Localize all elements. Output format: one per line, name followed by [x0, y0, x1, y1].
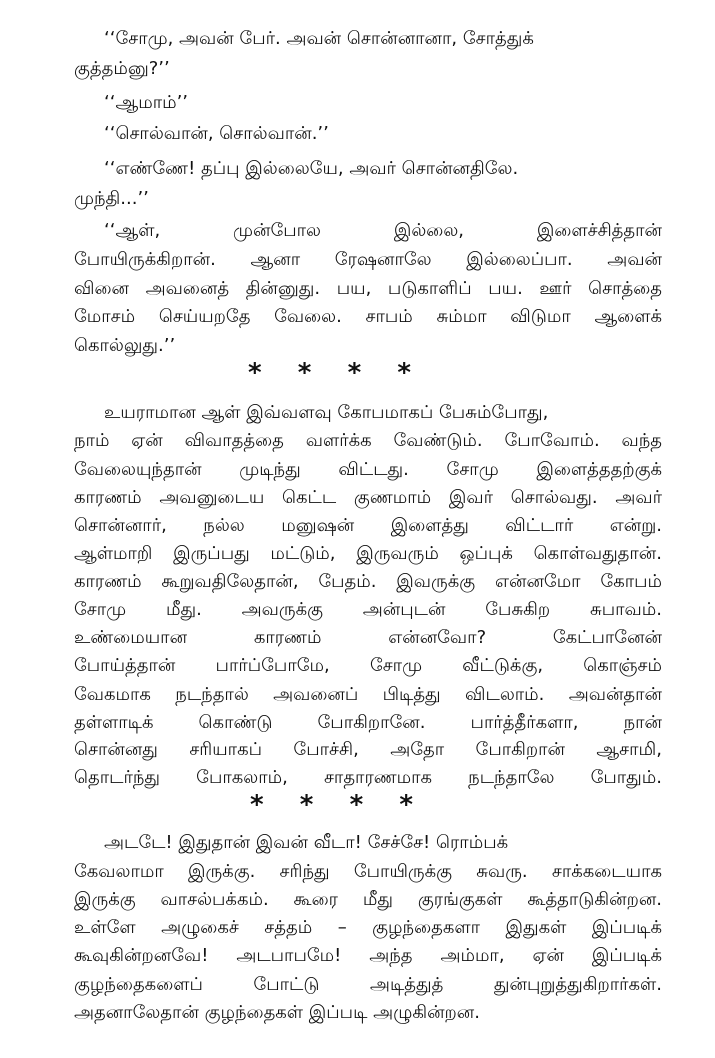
text-line: குத்தம்னு?’’ [74, 58, 170, 79]
text-line: கேவலாமா இருக்கு. சரிந்து போயிருக்கு சுவரு. சாக்கடையாக [74, 861, 662, 882]
text-line: குழந்தைகளைப் போட்டு அடித்துத் துன்புறுத்துகிறார்கள். [74, 974, 662, 995]
text-line: ‘‘சொல்வான், சொல்வான்.’’ [104, 123, 329, 144]
text-line: நாம் ஏன் விவாதத்தை வளர்க்க வேண்டும். போவோம். வந்த [74, 430, 662, 451]
text-line: ‘‘ஆள், முன்போல இல்லை, இளைச்சித்தான் [104, 220, 662, 241]
text-line: தொடர்ந்து போகலாம், சாதாரணமாக நடந்தாலே போதும். [74, 767, 662, 788]
text-line: கூவுகின்றனவே! அடபாபமே! அந்த அம்மா, ஏன் இப்படிக் [74, 945, 662, 966]
text-line: போய்த்தான் பார்ப்போமே, சோமு வீட்டுக்கு, கொஞ்சம் [74, 655, 662, 676]
text-line: சோமு மீது. அவருக்கு அன்புடன் பேசுகிற சுபாவம். [74, 599, 662, 620]
section-separator: * * * * [250, 790, 414, 820]
text-line: அதனாலேதான் குழந்தைகள் இப்படி அழுகின்றன. [74, 1002, 480, 1023]
text-line: ‘‘ஆமாம்’’ [104, 92, 189, 113]
text-line: உயராமான ஆள் இவ்வளவு கோபமாகப் பேசும்போது, [104, 402, 549, 423]
text-line: ‘‘எண்ணே! தப்பு இல்லையே, அவர் சொன்னதிலே. [104, 158, 519, 179]
text-line: உள்ளே அழுகைச் சத்தம் – குழந்தைகளா இதுகள் இப்படிக் [74, 917, 662, 938]
text-line: வேகமாக நடந்தால் அவனைப் பிடித்து விடலாம். அவன்தான் [74, 684, 662, 705]
text-line: சொன்னது சரியாகப் போச்சி, அதோ போகிறான் ஆசாமி, [74, 739, 662, 760]
text-line: இருக்கு வாசல்பக்கம். கூரை மீது குரங்குகள் கூத்தாடுகின்றன. [74, 889, 662, 910]
text-line: உண்மையான காரணம் என்னவோ? கேட்பானேன் [74, 627, 662, 648]
text-line: காரணம் அவனுடைய கெட்ட குணமாம் இவர் சொல்வது. அவர் [74, 487, 662, 508]
text-line: காரணம் கூறுவதிலேதான், பேதம். இவருக்கு என்னமோ கோபம் [74, 571, 662, 592]
text-line: முந்தி...’’ [74, 188, 149, 209]
text-line: ‘‘சோமு, அவன் பேர். அவன் சொன்னானா, சோத்துக் [104, 28, 534, 49]
text-line: தள்ளாடிக் கொண்டு போகிறானே. பார்த்தீர்களா, நான் [74, 712, 662, 733]
text-line: அடடே! இதுதான் இவன் வீடா! சேச்சே! ரொம்பக் [104, 832, 509, 853]
text-line: மோசம் செய்யறதே வேலை. சாபம் சும்மா விடுமா ஆளைக் [74, 306, 662, 327]
text-line: போயிருக்கிறான். ஆனா ரேஷனாலே இல்லைப்பா. அவன் [74, 249, 662, 270]
text-line: ஆள்மாறி இருப்பது மட்டும், இருவரும் ஒப்புக் கொள்வதுதான். [74, 543, 662, 564]
text-line: சொன்னார், நல்ல மனுஷன் இளைத்து விட்டார் என்று. [74, 515, 662, 536]
text-line: வேலையுந்தான் முடிந்து விட்டது. சோமு இளைத்ததற்குக் [74, 459, 662, 480]
text-line: வினை அவனைத் தின்னுது. பய, படுகாளிப் பய. ஊர் சொத்தை [74, 278, 662, 299]
section-separator: * * * * [248, 358, 412, 388]
text-line: கொல்லுது.’’ [74, 335, 176, 356]
